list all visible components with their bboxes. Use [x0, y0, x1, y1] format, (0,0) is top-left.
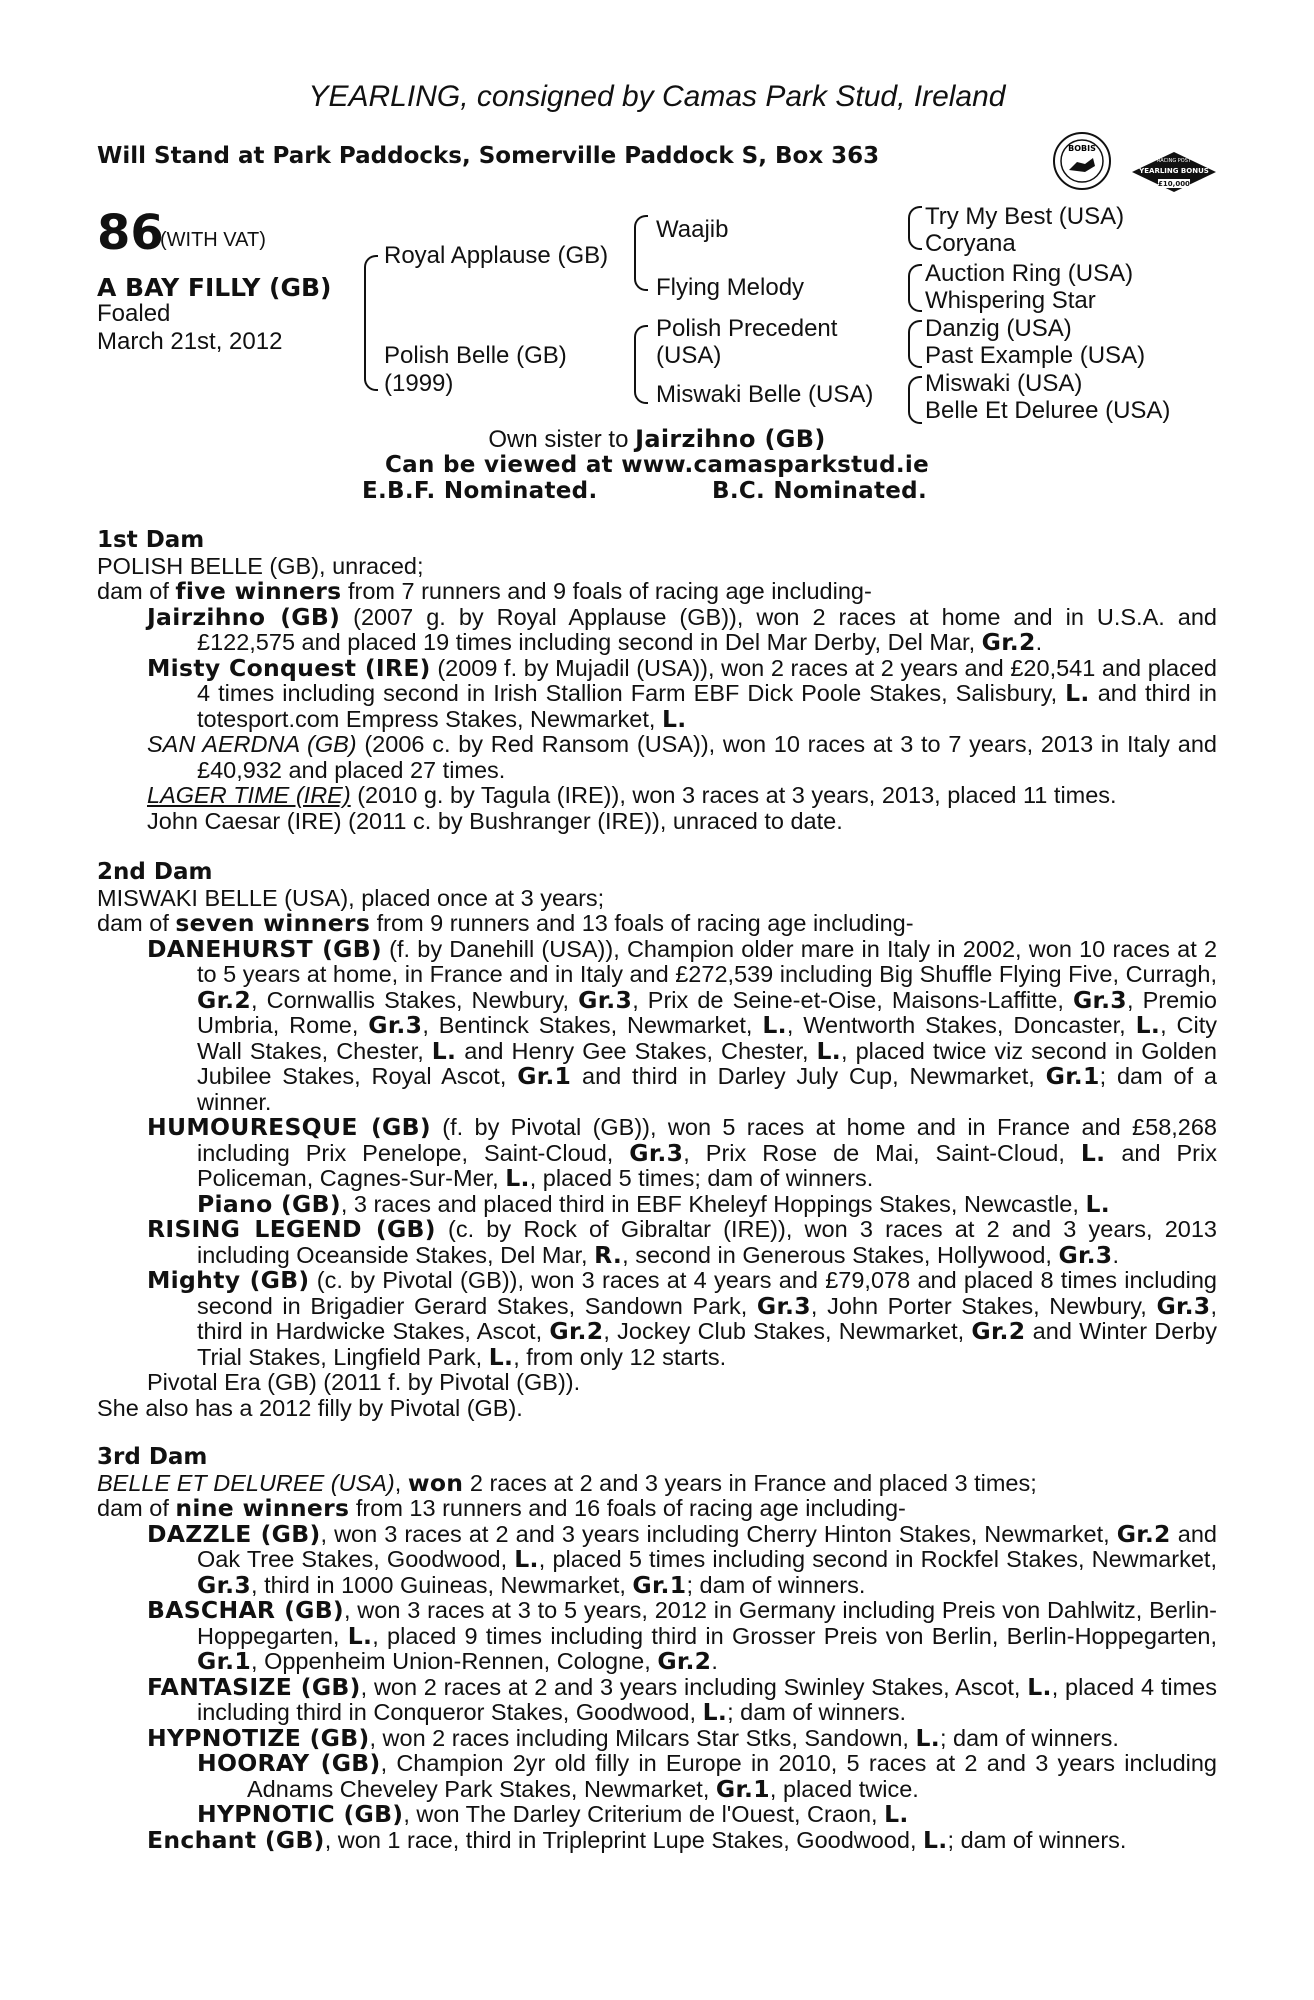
section-heading: 3rd Dam: [97, 1444, 208, 1470]
ebf-note: E.B.F. Nominated.: [362, 478, 598, 504]
dam-sire: Polish Precedent: [656, 315, 838, 342]
page-title: YEARLING, consigned by Camas Park Stud, Ireland: [308, 80, 1006, 113]
pedigree-brace: [364, 255, 378, 391]
produce-entry: DAZZLE (GB), won 3 races at 2 and 3 years including Cherry Hinton Stakes, Newmarket, Gr.2 and Oak Tree Stakes, Goodwood, L., placed 5 times including second in Rockfel Stakes, Newmarket, Gr.3, third in 1000 Guineas, Newmarket, Gr.1; dam of winners.: [147, 1519, 1217, 1599]
pedigree-brace: [908, 320, 922, 368]
section-heading: 1st Dam: [97, 527, 205, 553]
produce-entry: Enchant (GB), won 1 race, third in Tripleprint Lupe Stakes, Goodwood, L.; dam of winners.: [147, 1825, 1127, 1854]
pedigree-brace: [634, 215, 648, 291]
stand-location: Will Stand at Park Paddocks, Somerville Paddock S, Box 363: [97, 143, 880, 169]
pedigree-brace: [908, 264, 922, 312]
produce-entry: FANTASIZE (GB), won 2 races at 2 and 3 years including Swinley Stakes, Ascot, L., placed 4 times including third in Conqueror Stakes, Goodwood, L.; dam of winners.: [147, 1672, 1217, 1726]
produce-entry: Jairzihno (GB) (2007 g. by Royal Applause (GB)), won 2 races at home and in U.S.A. and £122,575 and placed 19 times including second in Del Mar Derby, Del Mar, Gr.2.: [147, 602, 1217, 656]
produce-entry: John Caesar (IRE) (2011 c. by Bushranger (IRE)), unraced to date.: [147, 807, 843, 834]
section-heading: 2nd Dam: [97, 859, 213, 885]
produce-entry: HUMOURESQUE (GB) (f. by Pivotal (GB)), won 5 races at home and in France and £58,268 including Prix Penelope, Saint-Cloud, Gr.3, Prix Rose de Mai, Saint-Cloud, L. and Prix Policeman, Cagnes-Sur-Mer, L., placed 5 times; dam of winners.: [147, 1113, 1217, 1192]
ancestor-sss: Try My Best (USA): [925, 203, 1125, 230]
ancestor-dss: Danzig (USA): [925, 315, 1072, 342]
svg-text:RACING POST: RACING POST: [1157, 158, 1191, 164]
svg-text:£10,000: £10,000: [1158, 180, 1190, 188]
produce-entry: Piano (GB), 3 races and placed third in EBF Kheleyf Hoppings Stakes, Newcastle, L.: [197, 1189, 1110, 1218]
produce-entry: HOORAY (GB), Champion 2yr old filly in Europe in 2010, 5 races at 2 and 3 years including Adnams Cheveley Park Stakes, Newmarket, Gr.1, placed twice.: [197, 1749, 1217, 1803]
ancestor-sds: Auction Ring (USA): [925, 260, 1134, 287]
horse-description: A BAY FILLY (GB): [97, 273, 332, 302]
ancestor-ddd: Belle Et Deluree (USA): [925, 397, 1171, 424]
produce-entry: Pivotal Era (GB) (2011 f. by Pivotal (GB)).: [147, 1369, 581, 1395]
produce-entry: BASCHAR (GB), won 3 races at 3 to 5 years, 2012 in Germany including Preis von Dahlwitz, Berlin-Hoppegarten, L., placed 9 times including third in Grosser Preis von Berlin, Berlin-Hoppegarten, Gr.1, Oppenheim Union-Rennen, Cologne, Gr.2.: [147, 1596, 1218, 1675]
sister-note: Own sister to Jairzihno (GB): [488, 425, 826, 453]
produce-entry: Mighty (GB) (c. by Pivotal (GB)), won 3 races at 4 years and £79,078 and placed 8 times including second in Brigadier Gerard Stakes, Sandown Park, Gr.3, John Porter Stakes, Newbury, Gr.3, third in Hardwicke Stakes, Ascot, Gr.2, Jockey Club Stakes, Newmarket, Gr.2 and Winter Derby Trial Stakes, Lingfield Park, L., from only 12 starts.: [147, 1266, 1217, 1371]
ancestor-dsd: Past Example (USA): [925, 342, 1146, 369]
produce-entry: HYPNOTIC (GB), won The Darley Criterium de l'Ouest, Craon, L.: [197, 1800, 909, 1828]
dam-year: (1999): [384, 370, 454, 397]
pedigree-brace: [908, 206, 922, 250]
produce-entry: RISING LEGEND (GB) (c. by Rock of Gibraltar (IRE)), won 3 races at 2 and 3 years, 2013 including Oceanside Stakes, Del Mar, R., second in Generous Stakes, Hollywood, Gr.3.: [147, 1215, 1218, 1269]
sire-dam: Flying Melody: [656, 274, 805, 301]
produce-entry: Misty Conquest (IRE) (2009 f. by Mujadil (USA)), won 2 races at 2 years and £20,541 and placed 4 times including second in Irish Stallion Farm EBF Dick Poole Stakes, Salisbury, L. and third in totesport.com Empress Stakes, Newmarket, L.: [147, 653, 1217, 733]
sire: Royal Applause (GB): [384, 242, 609, 269]
dam: Polish Belle (GB): [384, 342, 567, 369]
second-dam-section: [97, 860, 1217, 1421]
pedigree-brace: [634, 325, 648, 404]
produce-note: She also has a 2012 filly by Pivotal (GB).: [97, 1394, 523, 1421]
produce-summary: dam of seven winners from 9 runners and 13 foals of racing age including-: [97, 909, 914, 937]
dam-sire-country: (USA): [656, 342, 722, 369]
svg-text:YEARLING BONUS: YEARLING BONUS: [1139, 167, 1209, 175]
pedigree-brace: [908, 376, 922, 424]
produce-summary: dam of nine winners from 13 runners and 16 foals of racing age including-: [97, 1494, 906, 1522]
produce-summary: dam of five winners from 7 runners and 9 foals of racing age including-: [97, 577, 872, 605]
produce-entry: HYPNOTIZE (GB), won 2 races including Milcars Star Stks, Sandown, L.; dam of winners.: [147, 1723, 1119, 1752]
third-dam-section: [97, 1445, 1217, 1853]
foaled-info: Foaled March 21st, 2012: [97, 300, 283, 355]
produce-entry: SAN AERDNA (GB) (2006 c. by Red Ransom (USA)), won 10 races at 3 to 7 years, 2013 in Italy and £40,932 and placed 27 times.: [147, 731, 1217, 783]
vat-note: (WITH VAT): [160, 229, 266, 251]
dam-line: BELLE ET DELUREE (USA), won 2 races at 2 and 3 years in France and placed 3 times;: [97, 1468, 1037, 1497]
svg-text:BOBIS: BOBIS: [1068, 144, 1096, 153]
dam-dam: Miswaki Belle (USA): [656, 381, 874, 408]
yearling-bonus-logo: [1128, 148, 1220, 194]
bc-note: B.C. Nominated.: [712, 478, 927, 504]
ancestor-ssd: Coryana: [925, 230, 1016, 257]
produce-entry: LAGER TIME (IRE) (2010 g. by Tagula (IRE)), won 3 races at 3 years, 2013, placed 11 times.: [147, 782, 1117, 808]
lot-number: 86: [97, 205, 164, 261]
bobis-logo: [1053, 132, 1111, 190]
first-dam-section: [97, 528, 1217, 834]
ancestor-sdd: Whispering Star: [925, 287, 1096, 314]
viewing-link: Can be viewed at www.camasparkstud.ie: [385, 452, 929, 478]
produce-entry: DANEHURST (GB) (f. by Danehill (USA)), Champion older mare in Italy in 2002, won 10 races at 2 to 5 years at home, in France and in Italy and £272,539 including Big Shuffle Flying Five, Curragh, Gr.2, Cornwallis Stakes, Newbury, Gr.3, Prix de Seine-et-Oise, Maisons-Laffitte, Gr.3, Premio Umbria, Rome, Gr.3, Bentinck Stakes, Newmarket, L., Wentworth Stakes, Doncaster, L., City Wall Stakes, Chester, L. and Henry Gee Stakes, Chester, L., placed twice viz second in Golden Jubilee Stakes, Royal Ascot, Gr.1 and third in Darley July Cup, Newmarket, Gr.1; dam of a winner.: [147, 934, 1218, 1115]
sire-sire: Waajib: [656, 216, 729, 243]
ancestor-dds: Miswaki (USA): [925, 370, 1083, 397]
dam-line: POLISH BELLE (GB), unraced;: [97, 552, 424, 579]
dam-line: MISWAKI BELLE (USA), placed once at 3 years;: [97, 884, 605, 911]
